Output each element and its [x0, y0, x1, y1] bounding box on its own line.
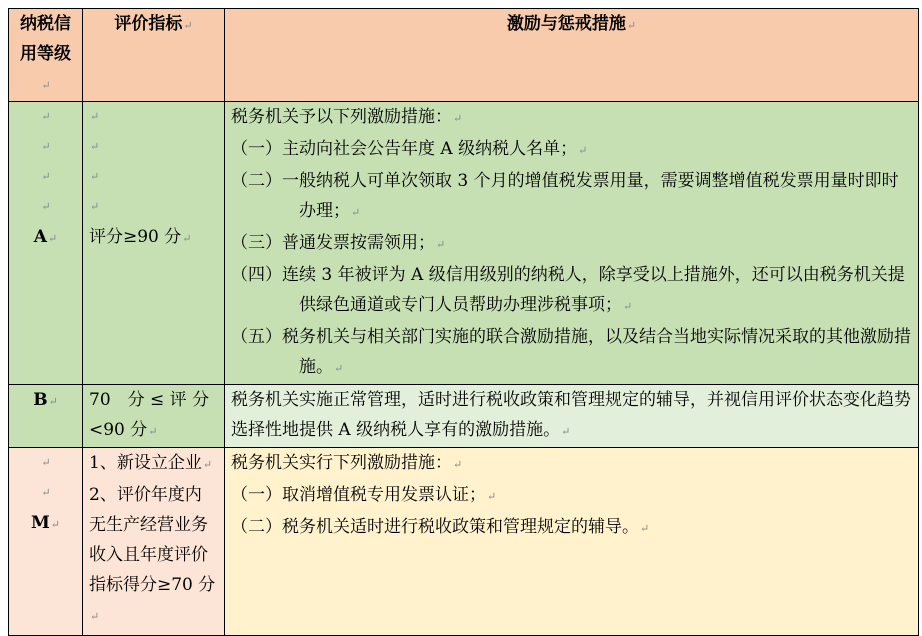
paragraph-mark-icon: ↵ — [578, 144, 588, 157]
header-measures-text: 激励与惩戒措施 — [506, 14, 626, 34]
grade-m-item: （一）取消增值税专用发票认证；↵ — [231, 485, 497, 505]
grade-a-item: （二）一般纳税人可单次领取 3 个月的增值税发票用量，需要调整增值税发票用量时即时办理；↵ — [231, 171, 899, 221]
paragraph-mark-icon: ↵ — [47, 232, 58, 245]
grade-a-cell — [9, 102, 83, 385]
grade-b-label: B — [33, 390, 48, 410]
paragraph-mark-icon: ↵ — [453, 458, 463, 471]
paragraph-mark-icon: ↵ — [90, 110, 100, 123]
grade-b-indicator-cell — [83, 385, 225, 448]
grade-b-measures-cell — [225, 385, 919, 448]
header-row — [9, 9, 919, 102]
paragraph-mark-icon: ↵ — [50, 518, 61, 531]
paragraph-mark-icon: ↵ — [90, 140, 100, 153]
paragraph-mark-icon: ↵ — [90, 200, 100, 213]
header-indicator-cell — [83, 9, 225, 102]
paragraph-mark-icon: ↵ — [41, 456, 51, 469]
paragraph-mark-icon: ↵ — [90, 170, 100, 183]
grade-m-cell — [9, 448, 83, 636]
grade-a-indicator: 评分≥90 分 — [89, 227, 182, 247]
paragraph-mark-icon: ↵ — [351, 206, 361, 219]
grade-m-item: （二）税务机关适时进行税收政策和管理规定的辅导。↵ — [231, 517, 650, 537]
header-indicator-text: 评价指标 — [114, 14, 183, 34]
paragraph-mark-icon: ↵ — [183, 19, 193, 32]
paragraph-mark-icon: ↵ — [623, 300, 633, 313]
paragraph-mark-icon: ↵ — [48, 395, 58, 408]
paragraph-mark-icon: ↵ — [453, 112, 463, 125]
grade-a-measures-cell — [225, 102, 919, 385]
grade-a-indicator-cell — [83, 102, 225, 385]
grade-a-item: （五）税务机关与相关部门实施的联合激励措施，以及结合当地实际情况采取的其他激励措施。↵ — [231, 327, 911, 377]
paragraph-mark-icon: ↵ — [487, 490, 497, 503]
paragraph-mark-icon: ↵ — [202, 458, 213, 471]
paragraph-mark-icon: ↵ — [182, 232, 192, 245]
paragraph-mark-icon: ↵ — [148, 425, 158, 438]
paragraph-mark-icon: ↵ — [626, 19, 637, 32]
header-grade-cell — [9, 9, 83, 102]
paragraph-mark-icon: ↵ — [90, 610, 100, 623]
paragraph-mark-icon: ↵ — [41, 110, 51, 123]
paragraph-mark-icon: ↵ — [334, 362, 344, 375]
grade-m-lead: 税务机关实行下列激励措施： — [231, 453, 452, 473]
paragraph-mark-icon: ↵ — [41, 79, 51, 92]
grade-m-indicator-2: 2、评价年度内无生产经营业务收入且年度评价指标得分≥70 分 — [89, 485, 216, 595]
grade-a-item: （四）连续 3 年被评为 A 级信用级别的纳税人，除享受以上措施外，还可以由税务机关提供绿色通道或专门人员帮助办理涉税事项；↵ — [231, 265, 905, 315]
grade-a-label: A — [33, 227, 47, 247]
grade-m-indicator-1: 1、新设立企业 — [89, 453, 202, 473]
grade-m-measures-cell — [225, 448, 919, 636]
paragraph-mark-icon: ↵ — [41, 200, 51, 213]
grade-m-label: M — [30, 513, 50, 533]
paragraph-mark-icon: ↵ — [561, 425, 571, 438]
paragraph-mark-icon: ↵ — [41, 140, 51, 153]
grade-a-lead: 税务机关予以下列激励措施： — [231, 107, 452, 127]
paragraph-mark-icon: ↵ — [640, 522, 650, 535]
grade-m-indicator-cell — [83, 448, 225, 636]
grade-m-row — [9, 448, 919, 636]
credit-measures-table — [8, 8, 919, 636]
grade-a-item: （三）普通发票按需领用；↵ — [231, 233, 446, 253]
grade-b-measures: 税务机关实施正常管理，适时进行税收政策和管理规定的辅导，并视信用评价状态变化趋势选择性地提供 A 级纳税人享有的激励措施。 — [231, 390, 911, 440]
grade-a-row — [9, 102, 919, 385]
grade-b-row — [9, 385, 919, 448]
paragraph-mark-icon: ↵ — [41, 486, 51, 499]
header-grade-text: 纳税信用等级 — [20, 14, 71, 64]
grade-a-item: （一）主动向社会公告年度 A 级纳税人名单；↵ — [231, 139, 588, 159]
grade-b-indicator: 70 分 ≤ 评 分 <90 分 — [89, 390, 210, 440]
paragraph-mark-icon: ↵ — [41, 170, 51, 183]
header-measures-cell — [225, 9, 919, 102]
paragraph-mark-icon: ↵ — [436, 238, 446, 251]
grade-b-cell — [9, 385, 83, 448]
